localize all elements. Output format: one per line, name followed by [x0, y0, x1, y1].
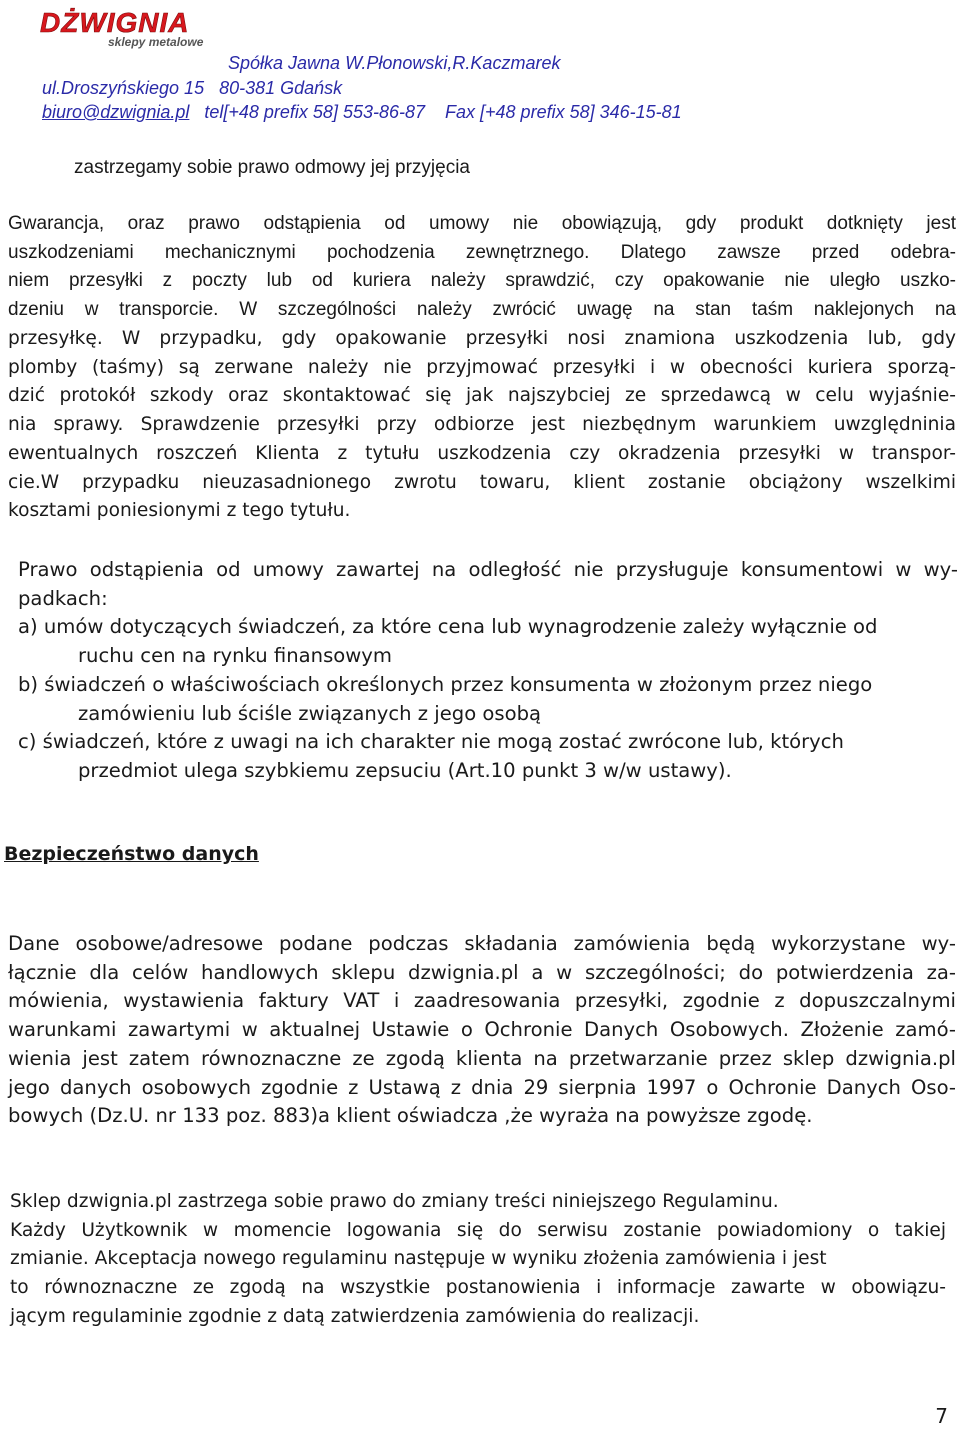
paragraph-line: jego danych osobowych zgodnie z Ustawą z dnia 29 sierpnia 1997 o Ochronie Danych Oso- — [8, 1075, 956, 1099]
paragraph-line: nia sprawy. Sprawdzenie przesyłki przy odbiorze jest niezbędnym warunkiem uwzględninia — [8, 414, 956, 436]
list-item — [18, 613, 958, 670]
paragraph-line: Gwarancja, oraz prawo odstąpienia od umowy nie obowiązują, gdy produkt dotknięty jest — [8, 213, 956, 234]
paragraph-line: łącznie dla celów handlowych sklepu dzwignia.pl a w szczególności; do potwierdzenia za- — [8, 960, 956, 984]
list-item — [18, 728, 958, 785]
withdrawal-exclusions — [18, 556, 958, 786]
paragraph-line: ewentualnych roszczeń Klienta z tytułu uszkodzenia czy okradzenia przesyłki w transpor- — [8, 442, 956, 464]
list-item-continuation: zamówieniu lub ściśle związanych z jego osobą — [78, 701, 542, 725]
company-logo — [38, 6, 260, 50]
paragraph-line: kosztami poniesionymi z tego tytułu. — [8, 500, 351, 522]
reservation-note: zastrzegamy sobie prawo odmowy jej przyjęcia — [74, 157, 470, 178]
privacy-paragraph — [8, 930, 956, 1131]
paragraph-line: uszkodzeniami mechanicznymi pochodzenia zewnętrznego. Dlatego zawsze przed odebra- — [8, 241, 956, 263]
warranty-paragraph-intro — [8, 210, 956, 325]
paragraph-line: dzeniu w transporcie. W szczególności należy zwrócić uwagę na stan taśm naklejonych na — [8, 299, 956, 321]
paragraph-line: Sklep dzwignia.pl zastrzega sobie prawo do zmiany treści niniejszego Regulaminu. — [10, 1191, 779, 1212]
paragraph-line: jącym regulaminie zgodnie z datą zatwierdzenia zamówienia do realizacji. — [10, 1305, 700, 1327]
warranty-paragraph-body — [8, 325, 956, 526]
paragraph-line: zmianie. Akceptacja nowego regulaminu następuje w wyniku złożenia zamówienia i jest — [10, 1248, 827, 1270]
paragraph-line: Każdy Użytkownik w momencie logowania się do serwisu zostanie powiadomiony o takiej — [10, 1219, 946, 1241]
regulation-changes-paragraph — [10, 1188, 946, 1332]
header-address: ul.Droszyńskiego 15 80-381 Gdańsk — [42, 78, 343, 98]
paragraph-line: niem przesyłki z poczty lub od kuriera należy sprawdzić, czy opakowanie nie uległo uszko- — [8, 270, 956, 292]
paragraph-line: Prawo odstąpienia od umowy zawartej na odległość nie przysługuje konsumentowi w wy- — [18, 558, 958, 581]
paragraph-line: wienia jest zatem równoznaczne ze zgodą klienta na przetwarzanie przez sklep dzwignia.pl — [8, 1046, 956, 1070]
paragraph-line: plomby (taśmy) są zerwane należy nie przyjmować przesyłki i w obecności kuriera sporzą- — [8, 356, 956, 378]
list-item-continuation: ruchu cen na rynku finansowym — [78, 644, 392, 668]
list-item-text: b) świadczeń o właściwościach określonych przez konsumenta w złożonym przez niego — [18, 672, 873, 696]
header-phone-fax: tel[+48 prefix 58] 553-86-87 Fax [+48 prefix 58] 346-15-81 — [189, 102, 682, 122]
list-item-text: a) umów dotyczących świadczeń, za które cena lub wynagrodzenie zależy wyłącznie od — [18, 615, 878, 639]
paragraph-line: to równoznaczne ze zgodą na wszystkie postanowienia i informacje zawarte w obowiązu- — [10, 1277, 946, 1299]
list-item — [18, 671, 958, 728]
list-item-continuation: przedmiot ulega szybkiemu zepsuciu (Art.10 punkt 3 w/w ustawy). — [78, 758, 732, 782]
list-item-text: c) świadczeń, które z uwagi na ich charakter nie mogą zostać zwrócone lub, których — [18, 730, 844, 754]
logo-wordmark: DŻWIGNIA — [40, 7, 190, 38]
paragraph-line: padkach: — [18, 586, 108, 610]
paragraph-line: Dane osobowe/adresowe podane podczas składania zamówienia będą wykorzystane wy- — [8, 932, 956, 955]
header-contact — [42, 101, 682, 123]
paragraph-line: mówienia, wystawienia faktury VAT i zaadresowania przesyłki, zgodnie z dopuszczalnymi — [8, 989, 956, 1013]
paragraph-line: przesyłkę. W przypadku, gdy opakowanie przesyłki nosi znamiona uszkodzenia lub, gdy — [8, 328, 956, 349]
header-email-link[interactable]: biuro@dzwignia.pl — [42, 102, 190, 122]
paragraph-line: bowych (Dz.U. nr 133 poz. 883)a klient oświadcza ,że wyraża na powyższe zgodę. — [8, 1104, 813, 1128]
page-number: 7 — [935, 1404, 948, 1428]
paragraph-line: dzić protokół szkody oraz skontaktować się jak najszybciej ze sprzedawcą w celu wyjaśnie- — [8, 385, 956, 407]
logo-tagline: sklepy metalowe — [108, 35, 204, 49]
section-heading-data-security: Bezpieczeństwo danych — [4, 843, 259, 865]
paragraph-line: cie.W przypadku nieuzasadnionego zwrotu towaru, klient zostanie obciążony wszelkimi — [8, 471, 956, 493]
header-company: Spółka Jawna W.Płonowski,R.Kaczmarek — [228, 53, 561, 73]
paragraph-line: warunkami zawartymi w aktualnej Ustawie o Ochronie Danych Osobowych. Złożenie zamó- — [8, 1018, 956, 1042]
